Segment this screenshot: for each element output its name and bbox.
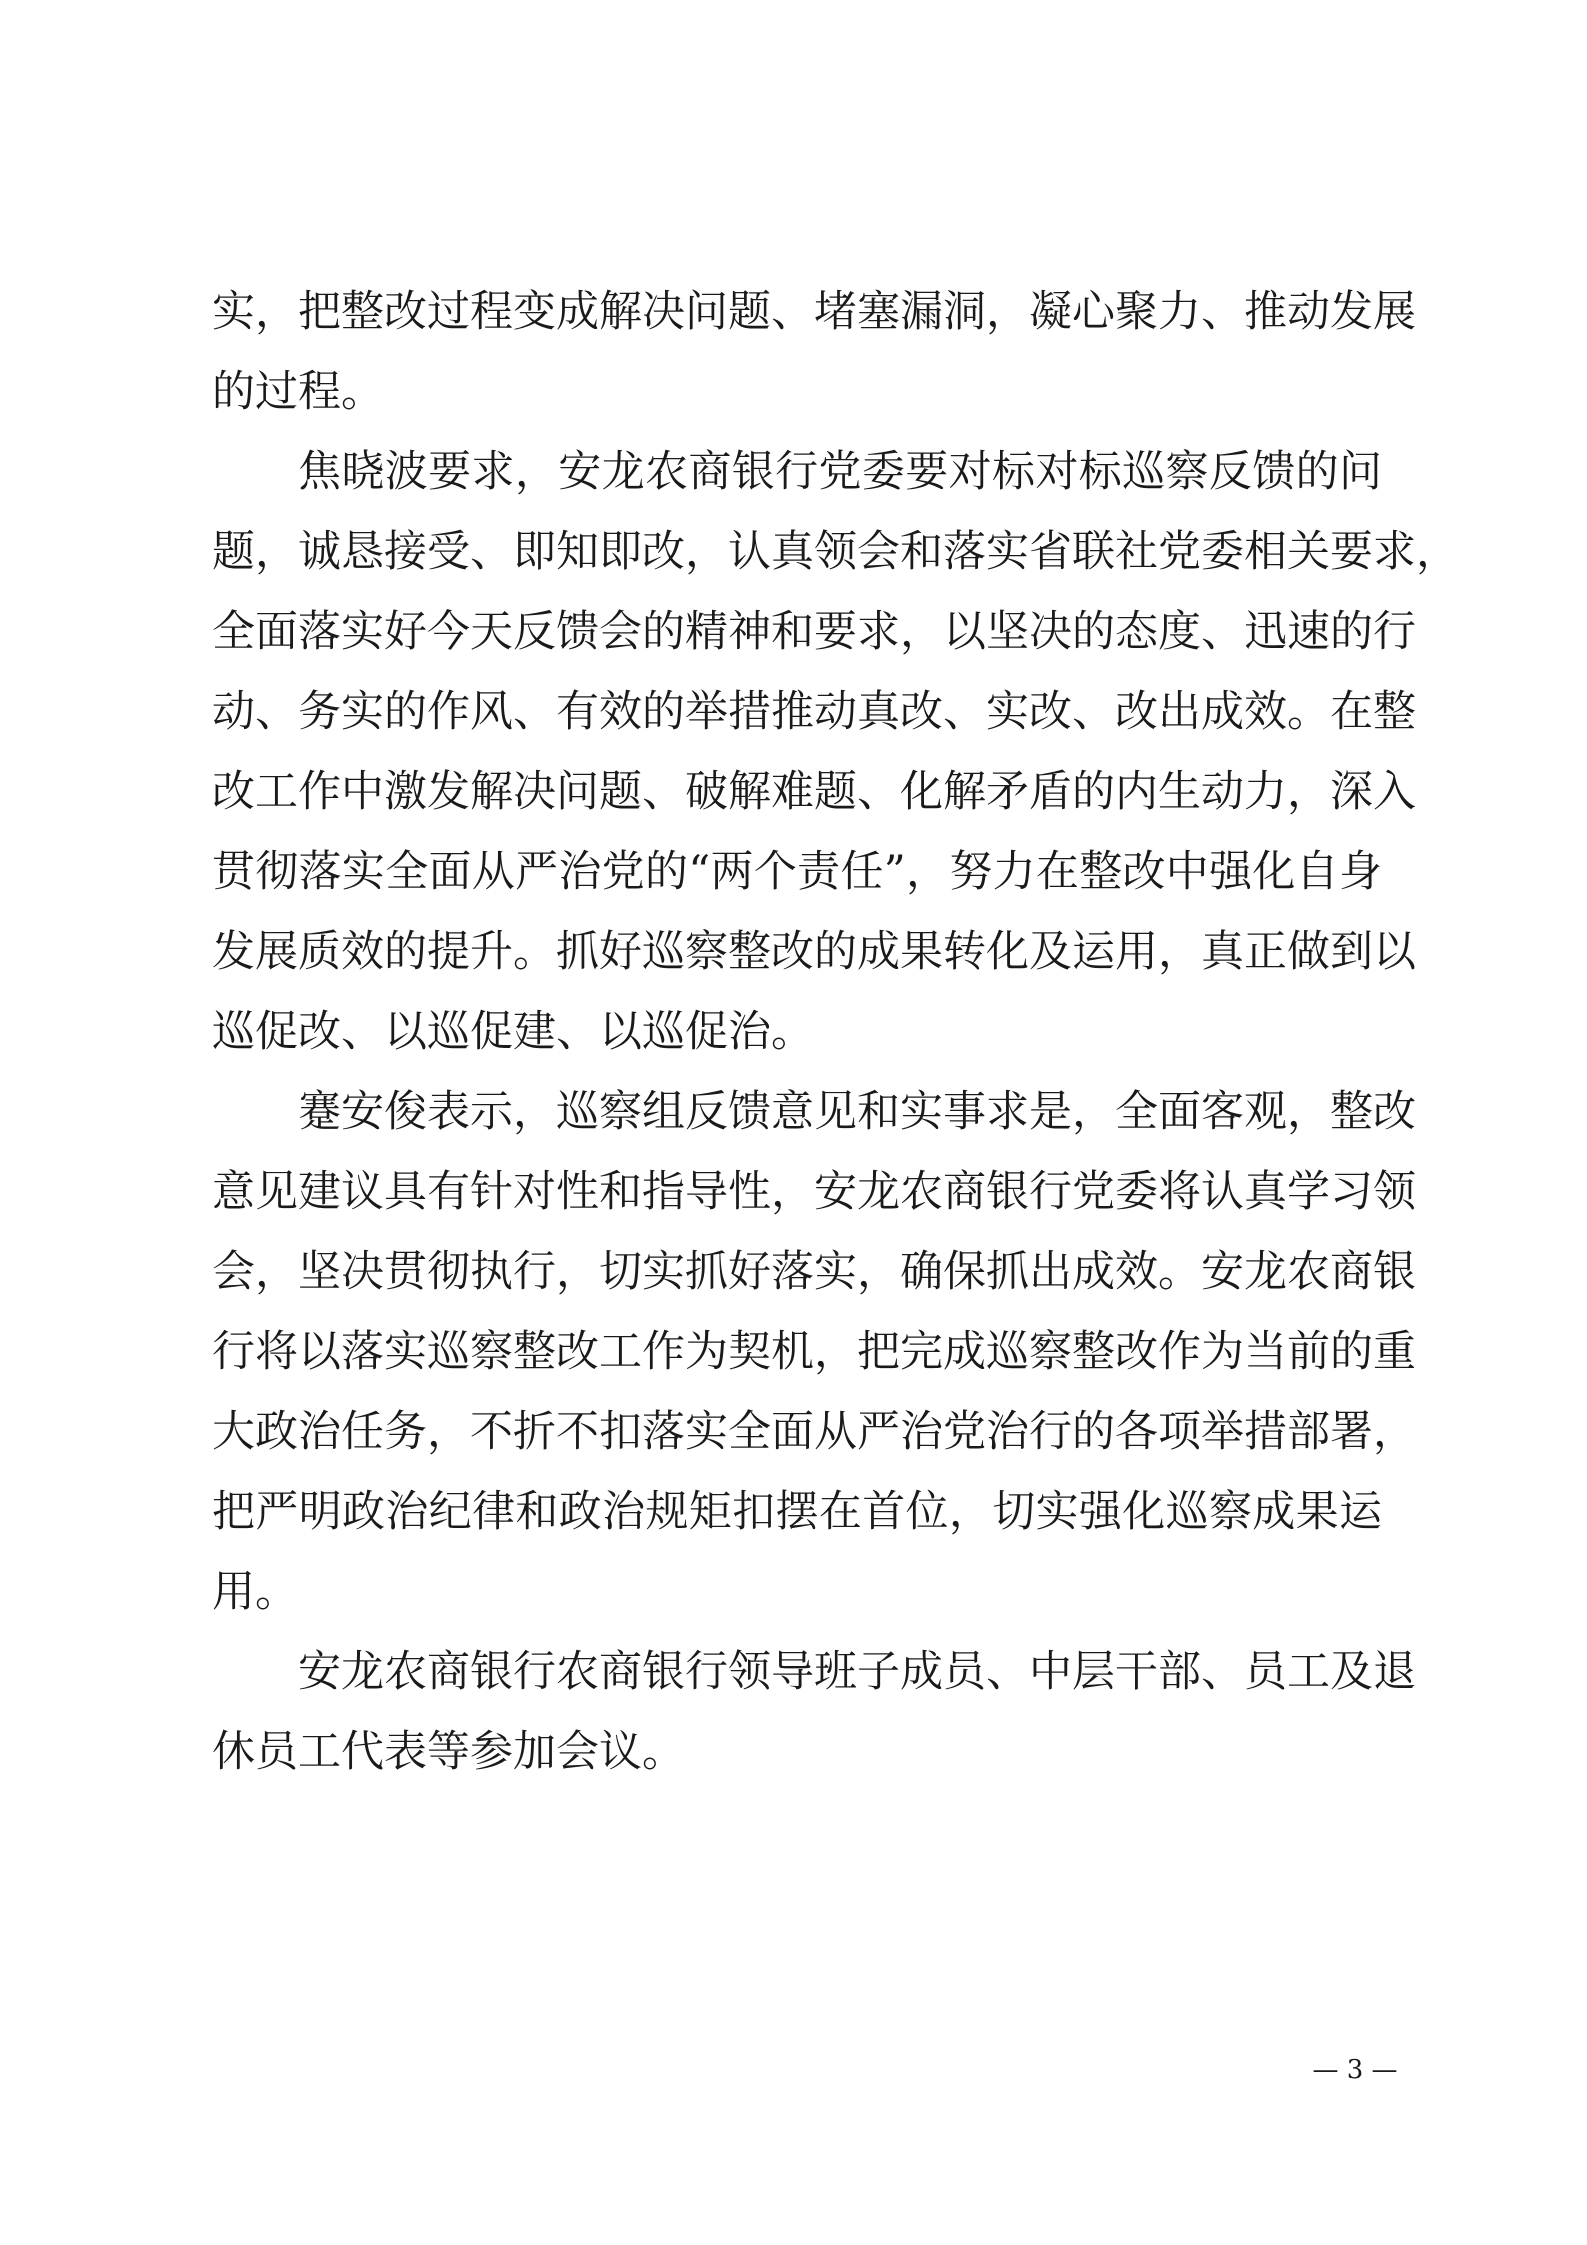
paragraph-3-line-2: 意见建议具有针对性和指导性，安龙农商银行党委将认真学习领 — [212, 1167, 1416, 1217]
paragraph-3-line-6: 把严明政治纪律和政治规矩扣摆在首位，切实强化巡察成果运 — [212, 1487, 1382, 1537]
body-text — [212, 272, 1459, 1792]
paragraph-2-line-3: 全面落实好今天反馈会的精神和要求，以坚决的态度、迅速的行 — [212, 607, 1416, 657]
paragraph-3-line-7: 用。 — [212, 1567, 298, 1617]
paragraph-2-line-8: 巡促改、以巡促建、以巡促治。 — [212, 1007, 814, 1057]
paragraph-3-line-3: 会，坚决贯彻执行，切实抓好落实，确保抓出成效。安龙农商银 — [212, 1247, 1416, 1297]
paragraph-4-line-1: 安龙农商银行农商银行领导班子成员、中层干部、员工及退 — [298, 1647, 1416, 1697]
paragraph-1-line-2: 的过程。 — [212, 367, 384, 417]
paragraph-2-line-4: 动、务实的作风、有效的举措推动真改、实改、改出成效。在整 — [212, 687, 1416, 737]
paragraph-2-line-7: 发展质效的提升。抓好巡察整改的成果转化及运用，真正做到以 — [212, 927, 1416, 977]
paragraph-4-line-2: 休员工代表等参加会议。 — [212, 1727, 685, 1777]
paragraph-3-line-5: 大政治任务，不折不扣落实全面从严治党治行的各项举措部署， — [212, 1407, 1416, 1457]
page-number: — 3 — — [1312, 2055, 1398, 2085]
paragraph-2-line-2: 题，诚恳接受、即知即改，认真领会和落实省联社党委相关要求， — [212, 527, 1459, 577]
paragraph-1-line-1: 实，把整改过程变成解决问题、堵塞漏洞，凝心聚力、推动发展 — [212, 287, 1416, 337]
paragraph-2-line-5: 改工作中激发解决问题、破解难题、化解矛盾的内生动力，深入 — [212, 767, 1416, 817]
paragraph-3-line-1: 蹇安俊表示，巡察组反馈意见和实事求是，全面客观，整改 — [298, 1087, 1416, 1137]
paragraph-2-line-6: 贯彻落实全面从严治党的“两个责任”，努力在整改中强化自身 — [212, 847, 1382, 897]
paragraph-3-line-4: 行将以落实巡察整改工作为契机，把完成巡察整改作为当前的重 — [212, 1327, 1416, 1377]
paragraph-2-line-1: 焦晓波要求，安龙农商银行党委要对标对标巡察反馈的问 — [298, 447, 1382, 497]
